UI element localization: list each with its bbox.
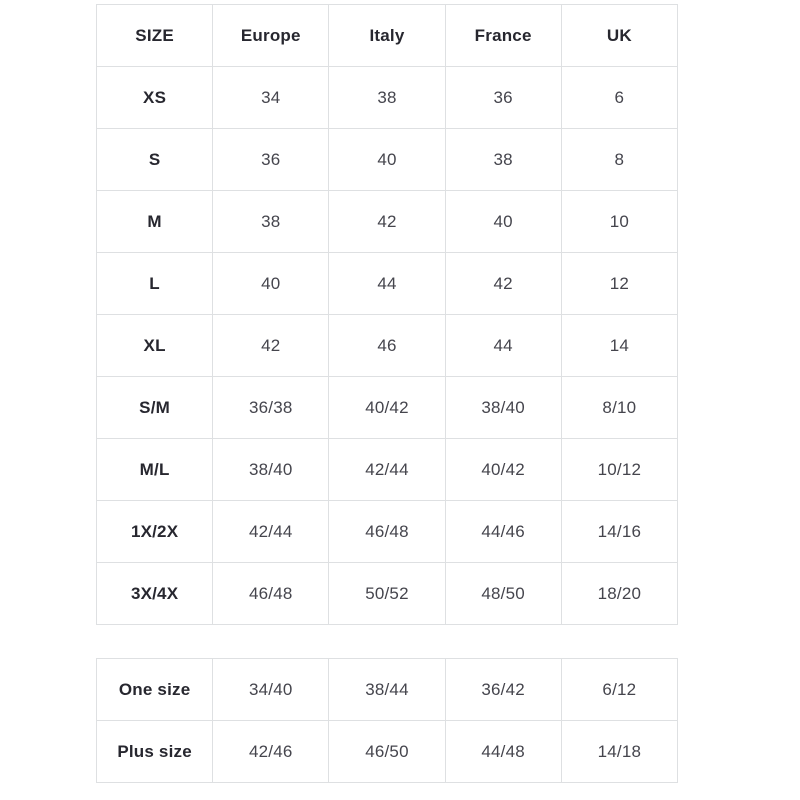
cell-uk: 14/18: [561, 721, 677, 783]
cell-uk: 8: [561, 129, 677, 191]
row-label: 1X/2X: [97, 501, 213, 563]
cell-europe: 36/38: [213, 377, 329, 439]
row-label: XS: [97, 67, 213, 129]
cell-europe: 34/40: [213, 659, 329, 721]
cell-uk: 18/20: [561, 563, 677, 625]
table-row-one-size: [97, 659, 678, 721]
cell-europe: 42/44: [213, 501, 329, 563]
cell-france: 40: [445, 191, 561, 253]
cell-uk: 12: [561, 253, 677, 315]
cell-italy: 42: [329, 191, 445, 253]
size-conversion-table: [96, 4, 678, 625]
cell-france: 44/46: [445, 501, 561, 563]
cell-italy: 44: [329, 253, 445, 315]
table-row-xl: [97, 315, 678, 377]
cell-uk: 6/12: [561, 659, 677, 721]
cell-uk: 8/10: [561, 377, 677, 439]
cell-france: 36: [445, 67, 561, 129]
table-row-xs: [97, 67, 678, 129]
row-label: M/L: [97, 439, 213, 501]
table-header: [97, 5, 678, 67]
row-label: One size: [97, 659, 213, 721]
cell-italy: 42/44: [329, 439, 445, 501]
cell-france: 48/50: [445, 563, 561, 625]
cell-europe: 36: [213, 129, 329, 191]
row-label: S/M: [97, 377, 213, 439]
table-row-m-l: [97, 439, 678, 501]
table-row-s: [97, 129, 678, 191]
cell-france: 36/42: [445, 659, 561, 721]
header-row: [97, 5, 678, 67]
row-label: XL: [97, 315, 213, 377]
table-row-m: [97, 191, 678, 253]
row-label: M: [97, 191, 213, 253]
row-label: 3X/4X: [97, 563, 213, 625]
cell-italy: 50/52: [329, 563, 445, 625]
cell-uk: 14: [561, 315, 677, 377]
cell-uk: 10/12: [561, 439, 677, 501]
size-chart: [96, 4, 678, 783]
table-row-3x-4x: [97, 563, 678, 625]
cell-france: 42: [445, 253, 561, 315]
table-row-l: [97, 253, 678, 315]
column-header-france: France: [445, 5, 561, 67]
row-label: S: [97, 129, 213, 191]
cell-europe: 38/40: [213, 439, 329, 501]
cell-italy: 38: [329, 67, 445, 129]
cell-europe: 42: [213, 315, 329, 377]
cell-europe: 34: [213, 67, 329, 129]
table-row-1x-2x: [97, 501, 678, 563]
row-label: Plus size: [97, 721, 213, 783]
row-label: L: [97, 253, 213, 315]
cell-uk: 10: [561, 191, 677, 253]
table-body: [97, 67, 678, 625]
cell-europe: 42/46: [213, 721, 329, 783]
table-body: [97, 659, 678, 783]
table-row-s-m: [97, 377, 678, 439]
cell-france: 38: [445, 129, 561, 191]
cell-europe: 46/48: [213, 563, 329, 625]
cell-uk: 14/16: [561, 501, 677, 563]
cell-italy: 46/48: [329, 501, 445, 563]
column-header-uk: UK: [561, 5, 677, 67]
column-header-size: SIZE: [97, 5, 213, 67]
cell-uk: 6: [561, 67, 677, 129]
cell-europe: 38: [213, 191, 329, 253]
special-sizes-table: [96, 658, 678, 783]
cell-europe: 40: [213, 253, 329, 315]
cell-italy: 40: [329, 129, 445, 191]
cell-france: 40/42: [445, 439, 561, 501]
cell-italy: 40/42: [329, 377, 445, 439]
column-header-italy: Italy: [329, 5, 445, 67]
cell-france: 44/48: [445, 721, 561, 783]
column-header-europe: Europe: [213, 5, 329, 67]
cell-italy: 46: [329, 315, 445, 377]
cell-italy: 38/44: [329, 659, 445, 721]
cell-france: 38/40: [445, 377, 561, 439]
table-row-plus-size: [97, 721, 678, 783]
cell-italy: 46/50: [329, 721, 445, 783]
cell-france: 44: [445, 315, 561, 377]
